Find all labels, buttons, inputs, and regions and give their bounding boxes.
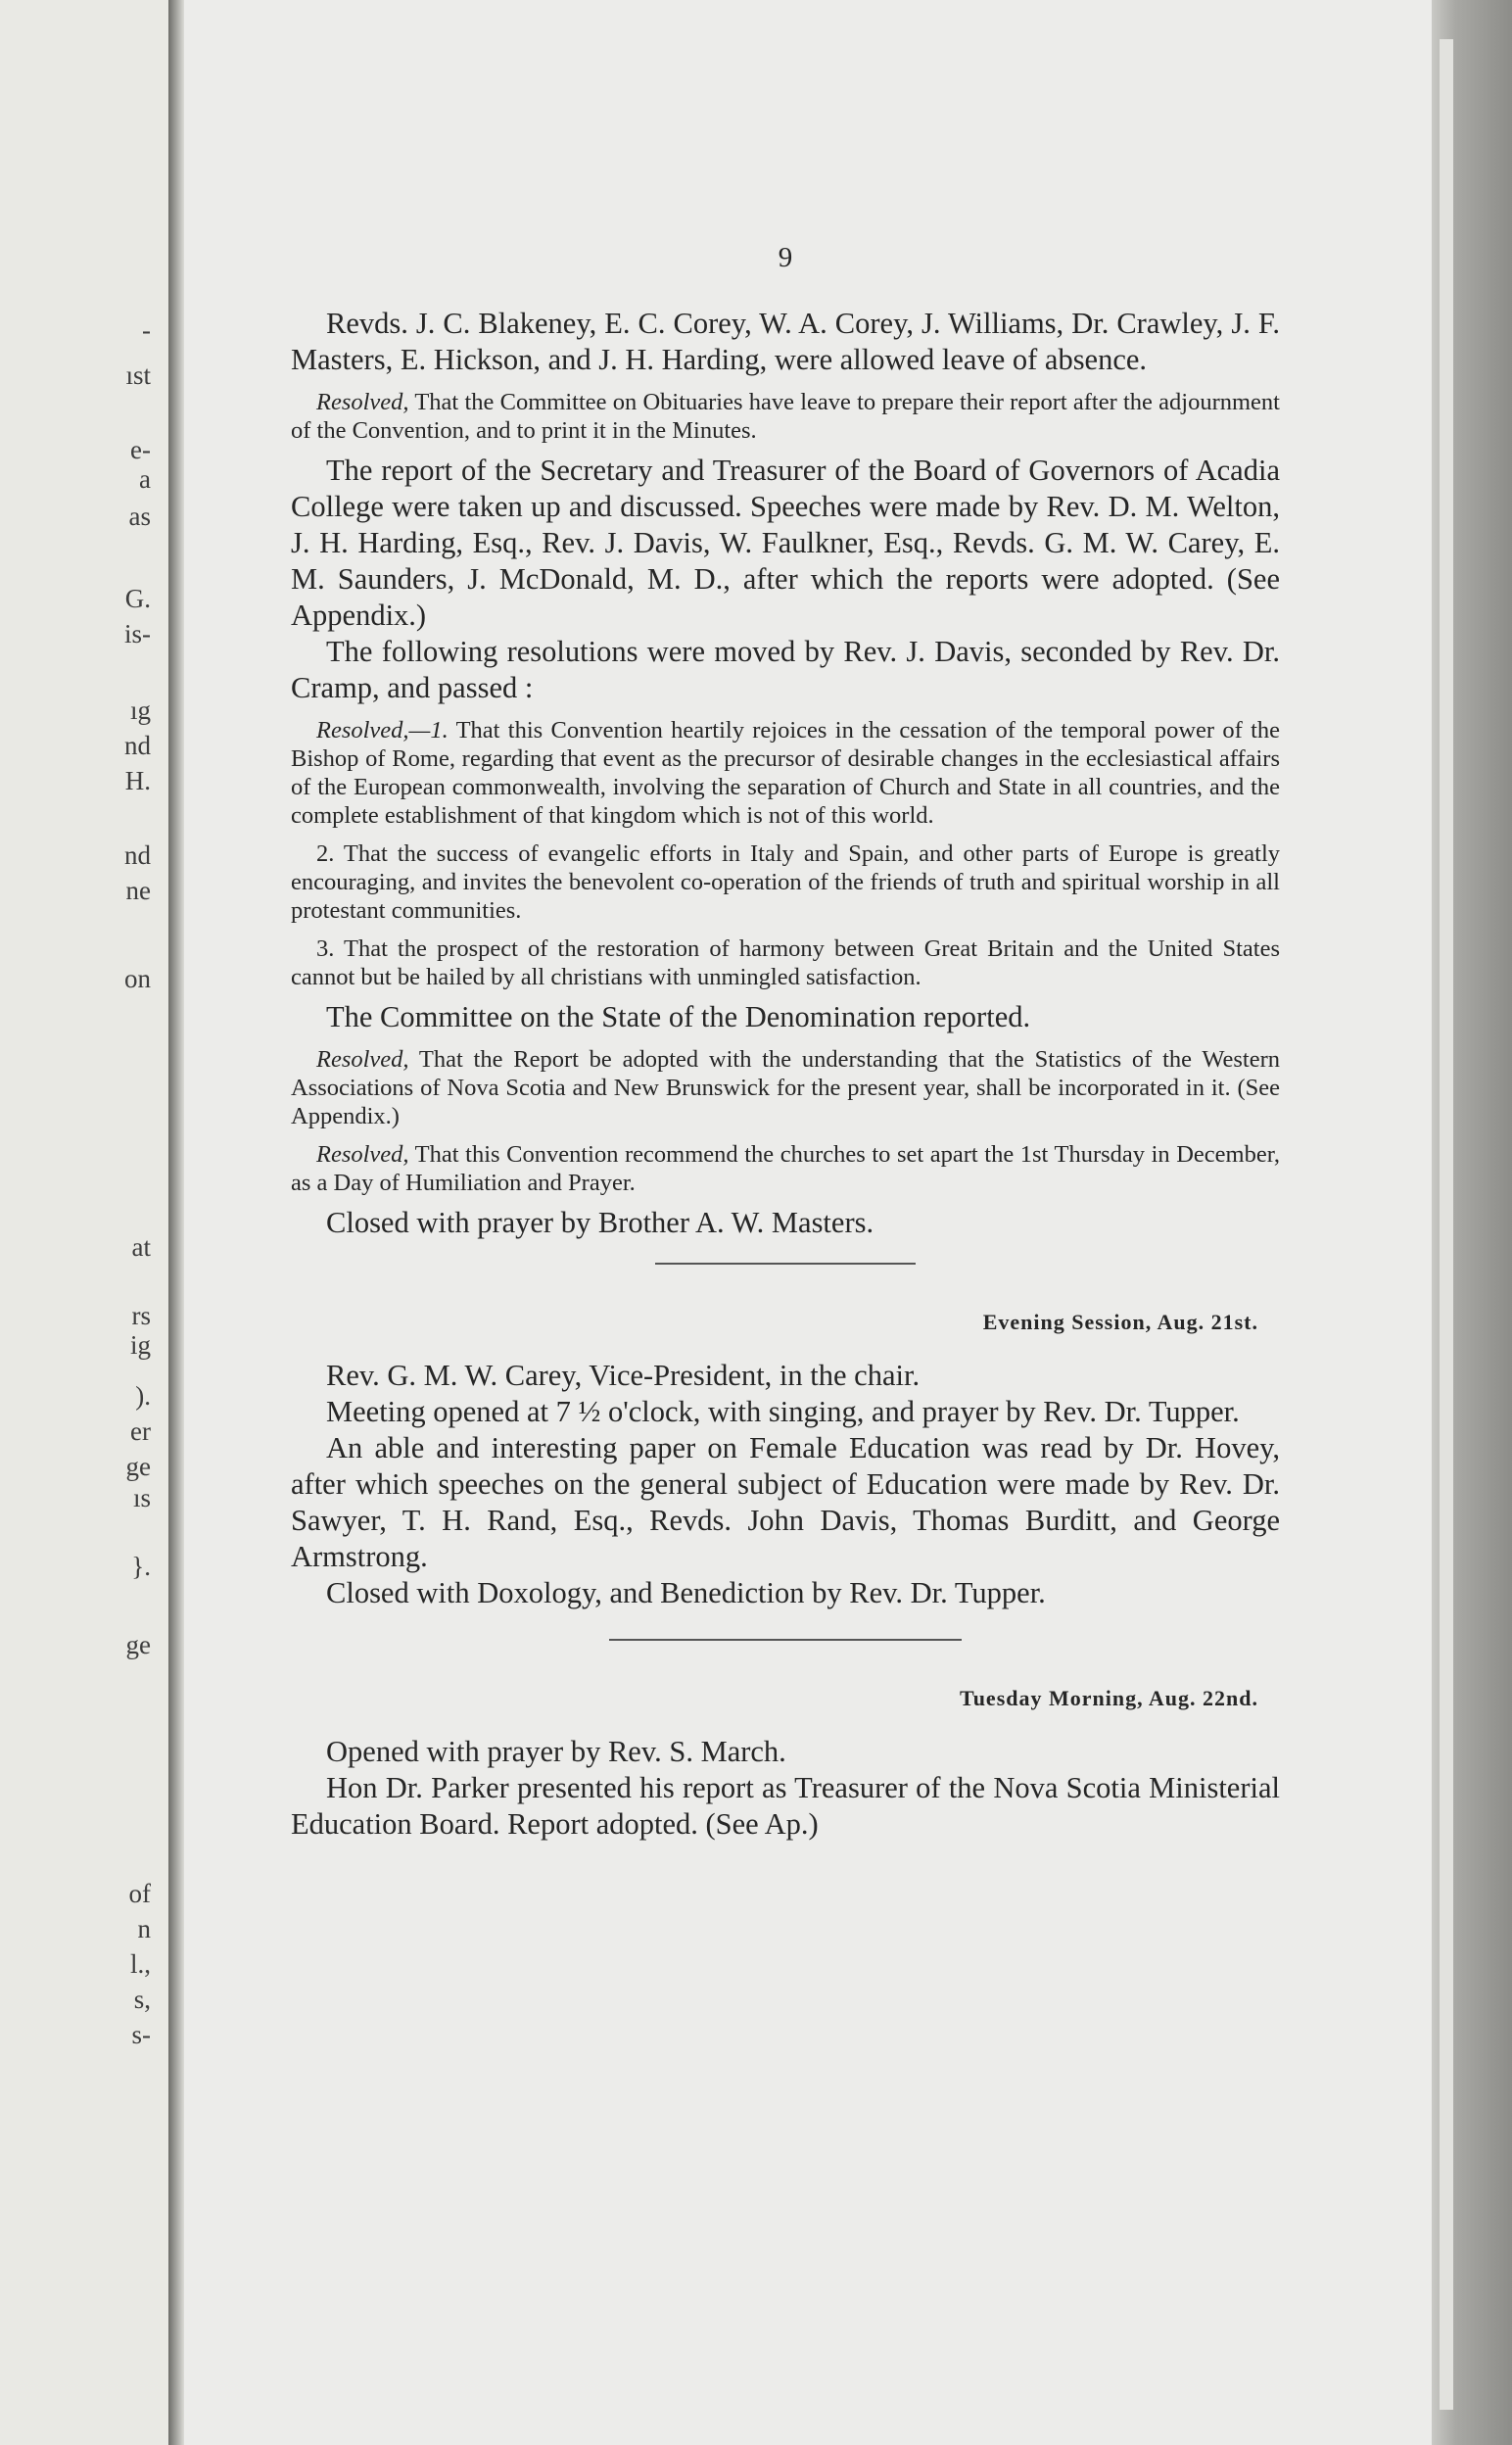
resolution-lead: Resolved, <box>316 389 409 415</box>
resolution-lead: Resolved, <box>316 1141 409 1168</box>
facing-page-edge <box>0 0 168 2445</box>
evening-paragraph: Meeting opened at 7 ½ o'clock, with singing, and prayer by Rev. Dr. Tupper. <box>326 1395 1240 1428</box>
facing-page-fragment: l., <box>129 1949 151 1979</box>
page <box>184 0 1432 2445</box>
evening-paragraph: Closed with Doxology, and Benediction by Rev. Dr. Tupper. <box>326 1576 1046 1609</box>
resolution-text: That this Convention recommend the churches to set apart the 1st Thursday in December, as a Day of Humiliation and Prayer. <box>291 1141 1280 1196</box>
section-divider <box>609 1639 962 1641</box>
facing-page-fragment: of <box>128 1879 151 1908</box>
facing-page-fragment: a <box>139 464 151 494</box>
facing-page-fragment: ). <box>135 1381 151 1411</box>
tuesday-session-heading: Tuesday Morning, Aug. 22nd. <box>960 1686 1258 1710</box>
facing-page-fragment: n <box>137 1914 151 1943</box>
page-edge <box>1432 0 1512 2445</box>
evening-paragraph: Rev. G. M. W. Carey, Vice-President, in the chair. <box>326 1359 921 1392</box>
resolution-evangelic-efforts: 2. That the success of evangelic efforts in Italy and Spain, and other parts of Europe is greatly encouraging, and invites the benevolent co-operation of the friends of truth and spiritual worship in all protestant communities. <box>291 840 1280 924</box>
resolution-humiliation-day <box>291 1140 1280 1197</box>
facing-page-fragment: nd <box>124 840 151 870</box>
facing-page-fragment: nd <box>124 731 151 760</box>
paragraph-denomination-committee: The Committee on the State of the Denomination reported. <box>326 1000 1031 1033</box>
facing-page-fragment: ig <box>129 1330 151 1360</box>
section-divider <box>655 1263 916 1265</box>
facing-page-fragment: ıg <box>129 695 151 725</box>
resolution-rome <box>291 716 1280 830</box>
resolution-statistics <box>291 1045 1280 1130</box>
facing-page-fragment: ge <box>125 1452 151 1481</box>
paragraph-closing-prayer: Closed with prayer by Brother A. W. Masters. <box>326 1206 874 1239</box>
facing-page-fragment: er <box>130 1416 151 1446</box>
evening-paragraph: An able and interesting paper on Female Education was read by Dr. Hovey, after which speeches on the general subject of Education were made by Rev. Dr. Sawyer, T. H. Rand, Esq., Revds. John Davis, Thomas Burditt, and George Armstrong. <box>291 1431 1280 1573</box>
facing-page-fragment: - <box>142 315 151 345</box>
facing-page-fragment: s- <box>131 2020 151 2049</box>
facing-page-fragment: ıs <box>132 1483 151 1512</box>
tuesday-paragraph: Opened with prayer by Rev. S. March. <box>326 1735 786 1768</box>
facing-page-fragment: G. <box>124 584 151 613</box>
facing-page-fragment: rs <box>131 1301 151 1330</box>
resolution-harmony: 3. That the prospect of the restoration of harmony between Great Britain and the United States cannot but be hailed by all christians with unmingled satisfaction. <box>291 935 1280 990</box>
paragraph-leave-of-absence: Revds. J. C. Blakeney, E. C. Corey, W. A. Corey, J. Williams, Dr. Crawley, J. F. Masters, E. Hickson, and J. H. Harding, were allowed leave of absence. <box>291 307 1280 376</box>
resolution-lead: Resolved, <box>316 1046 409 1073</box>
page-number: 9 <box>778 242 793 273</box>
facing-page-fragment: is- <box>124 619 151 648</box>
facing-page-fragment: }. <box>131 1552 151 1581</box>
facing-page-fragment: e- <box>130 435 151 464</box>
facing-page-fragment: ıst <box>125 360 151 390</box>
facing-page-fragment: on <box>124 964 151 993</box>
facing-page-fragment: ne <box>125 876 151 905</box>
facing-page-fragment: ge <box>125 1630 151 1659</box>
facing-page-fragment: at <box>131 1232 151 1262</box>
resolution-lead: Resolved,—1. <box>316 717 449 743</box>
resolution-text: That the Report be adopted with the understanding that the Statistics of the Western Associations of Nova Scotia and New Brunswick for the present year, shall be incorporated in it. (See Appendix.) <box>291 1046 1280 1129</box>
facing-page-fragment: as <box>128 502 151 531</box>
resolution-text: That the Committee on Obituaries have leave to prepare their report after the adjournment of the Convention, and to print it in the Minutes. <box>291 389 1280 444</box>
facing-page-fragment: H. <box>124 766 151 795</box>
facing-page-fragment: s, <box>133 1985 151 2014</box>
paragraph-resolutions-moved: The following resolutions were moved by Rev. J. Davis, seconded by Rev. Dr. Cramp, and passed : <box>291 635 1280 704</box>
resolution-text: That this Convention heartily rejoices in the cessation of the temporal power of the Bishop of Rome, regarding that event as the precursor of desirable changes in the ecclesiastical affairs of the European commonwealth, involving the separation of Church and State in all countries, and the complete establishment of that kingdom which is not of this world. <box>291 717 1280 829</box>
evening-session-heading: Evening Session, Aug. 21st. <box>982 1310 1258 1334</box>
tuesday-paragraph: Hon Dr. Parker presented his report as Treasurer of the Nova Scotia Ministerial Education Board. Report adopted. (See Ap.) <box>291 1771 1280 1841</box>
page-content <box>291 240 1280 1843</box>
resolution-obituaries <box>291 388 1280 445</box>
book-gutter <box>168 0 184 2445</box>
paragraph-acadia-report: The report of the Secretary and Treasurer of the Board of Governors of Acadia College were taken up and discussed. Speeches were made by Rev. D. M. Welton, J. H. Harding, Esq., Rev. J. Davis, W. Faulkner, Esq., Revds. G. M. W. Carey, E. M. Saunders, J. McDonald, M. D., after which the reports were adopted. (See Appendix.) <box>291 454 1280 632</box>
